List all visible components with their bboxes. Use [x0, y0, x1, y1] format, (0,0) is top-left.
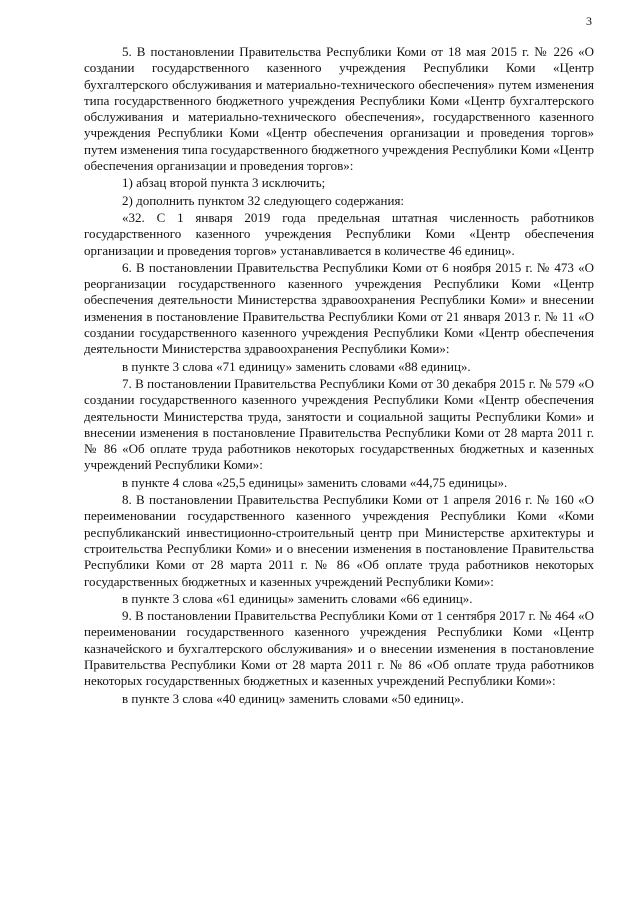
paragraph-item-7: 7. В постановлении Правительства Республики Коми от 30 декабря 2015 г. № 579 «О создании государственного казенного учреждения Республики Коми «Центр обеспечения деятельности Министерства труда, занятости и социальной защиты Республики Коми» и внесении изменения в постановление Правительства Республики Коми от 28 марта 2011 г. № 86 «Об оплате труда работников некоторых государственных бюджетных и казенных учреждений Республики Коми»: — [84, 375, 594, 473]
paragraph-amendment-9: в пункте 3 слова «40 единиц» заменить словами «50 единиц». — [122, 690, 464, 706]
paragraph-subitem-1: 1) абзац второй пункта 3 исключить; — [122, 175, 326, 191]
paragraph-amendment-8: в пункте 3 слова «61 единицы» заменить словами «66 единиц». — [122, 590, 473, 606]
paragraph-item-9: 9. В постановлении Правительства Республики Коми от 1 сентября 2017 г. № 464 «О переименовании государственного казенного учреждения Республики Коми «Центр казначейского и бухгалтерского обслуживания» и о внесении изменения в постановление Правительства Республики Коми от 28 марта 2011 г. № 86 «Об оплате труда работников некоторых государственных бюджетных и казенных учреждений Республики Коми»: — [84, 608, 594, 689]
paragraph-quote-3-2: «32. С 1 января 2019 года предельная штатная численность работников государственного казенного учреждения Республики Коми «Центр обеспечения организации и проведения торгов» устанавливается в количестве 46 единиц». — [84, 209, 594, 258]
document-body — [84, 44, 594, 707]
paragraph-amendment-7: в пункте 4 слова «25,5 единицы» заменить словами «44,75 единицы». — [122, 474, 508, 490]
page-number: 3 — [586, 14, 592, 28]
paragraph-item-5: 5. В постановлении Правительства Республики Коми от 18 мая 2015 г. № 226 «О создании государственного казенного учреждения Республики Коми «Центр бухгалтерского обслуживания и материально-технического обеспечения» путем изменения типа государственного бюджетного учреждения Республики Коми «Центр бухгалтерского обслуживания и материально-технического обеспечения», государственного казенного учреждения Республики Коми «Центр обеспечения организации и проведения торгов» путем изменения типа государственного бюджетного учреждения Республики Коми «Центр обеспечения организации и проведения торгов»: — [84, 44, 594, 174]
paragraph-subitem-2: 2) дополнить пунктом 32 следующего содержания: — [122, 192, 405, 208]
paragraph-item-6: 6. В постановлении Правительства Республики Коми от 6 ноября 2015 г. № 473 «О реорганизации государственного казенного учреждения Республики Коми «Центр обеспечения деятельности Министерства здравоохранения Республики Коми» и внесении изменения в постановление Правительства Республики Коми от 21 января 2013 г. № 11 «О создании государственного казенного учреждения Республики Коми «Центр обеспечения деятельности Министерства здравоохранения Республики Коми»: — [84, 259, 594, 357]
paragraph-item-8: 8. В постановлении Правительства Республики Коми от 1 апреля 2016 г. № 160 «О переименовании государственного казенного учреждения Республики Коми «Коми республиканский инвестиционно-строительный центр при Министерстве архитектуры и строительства Республики Коми» и о внесении изменения в постановление Правительства Республики Коми от 28 марта 2011 г. № 86 «Об оплате труда работников некоторых государственных бюджетных и казенных учреждений Республики Коми»: — [84, 492, 594, 589]
paragraph-amendment-6: в пункте 3 слова «71 единицу» заменить словами «88 единиц». — [122, 358, 471, 374]
